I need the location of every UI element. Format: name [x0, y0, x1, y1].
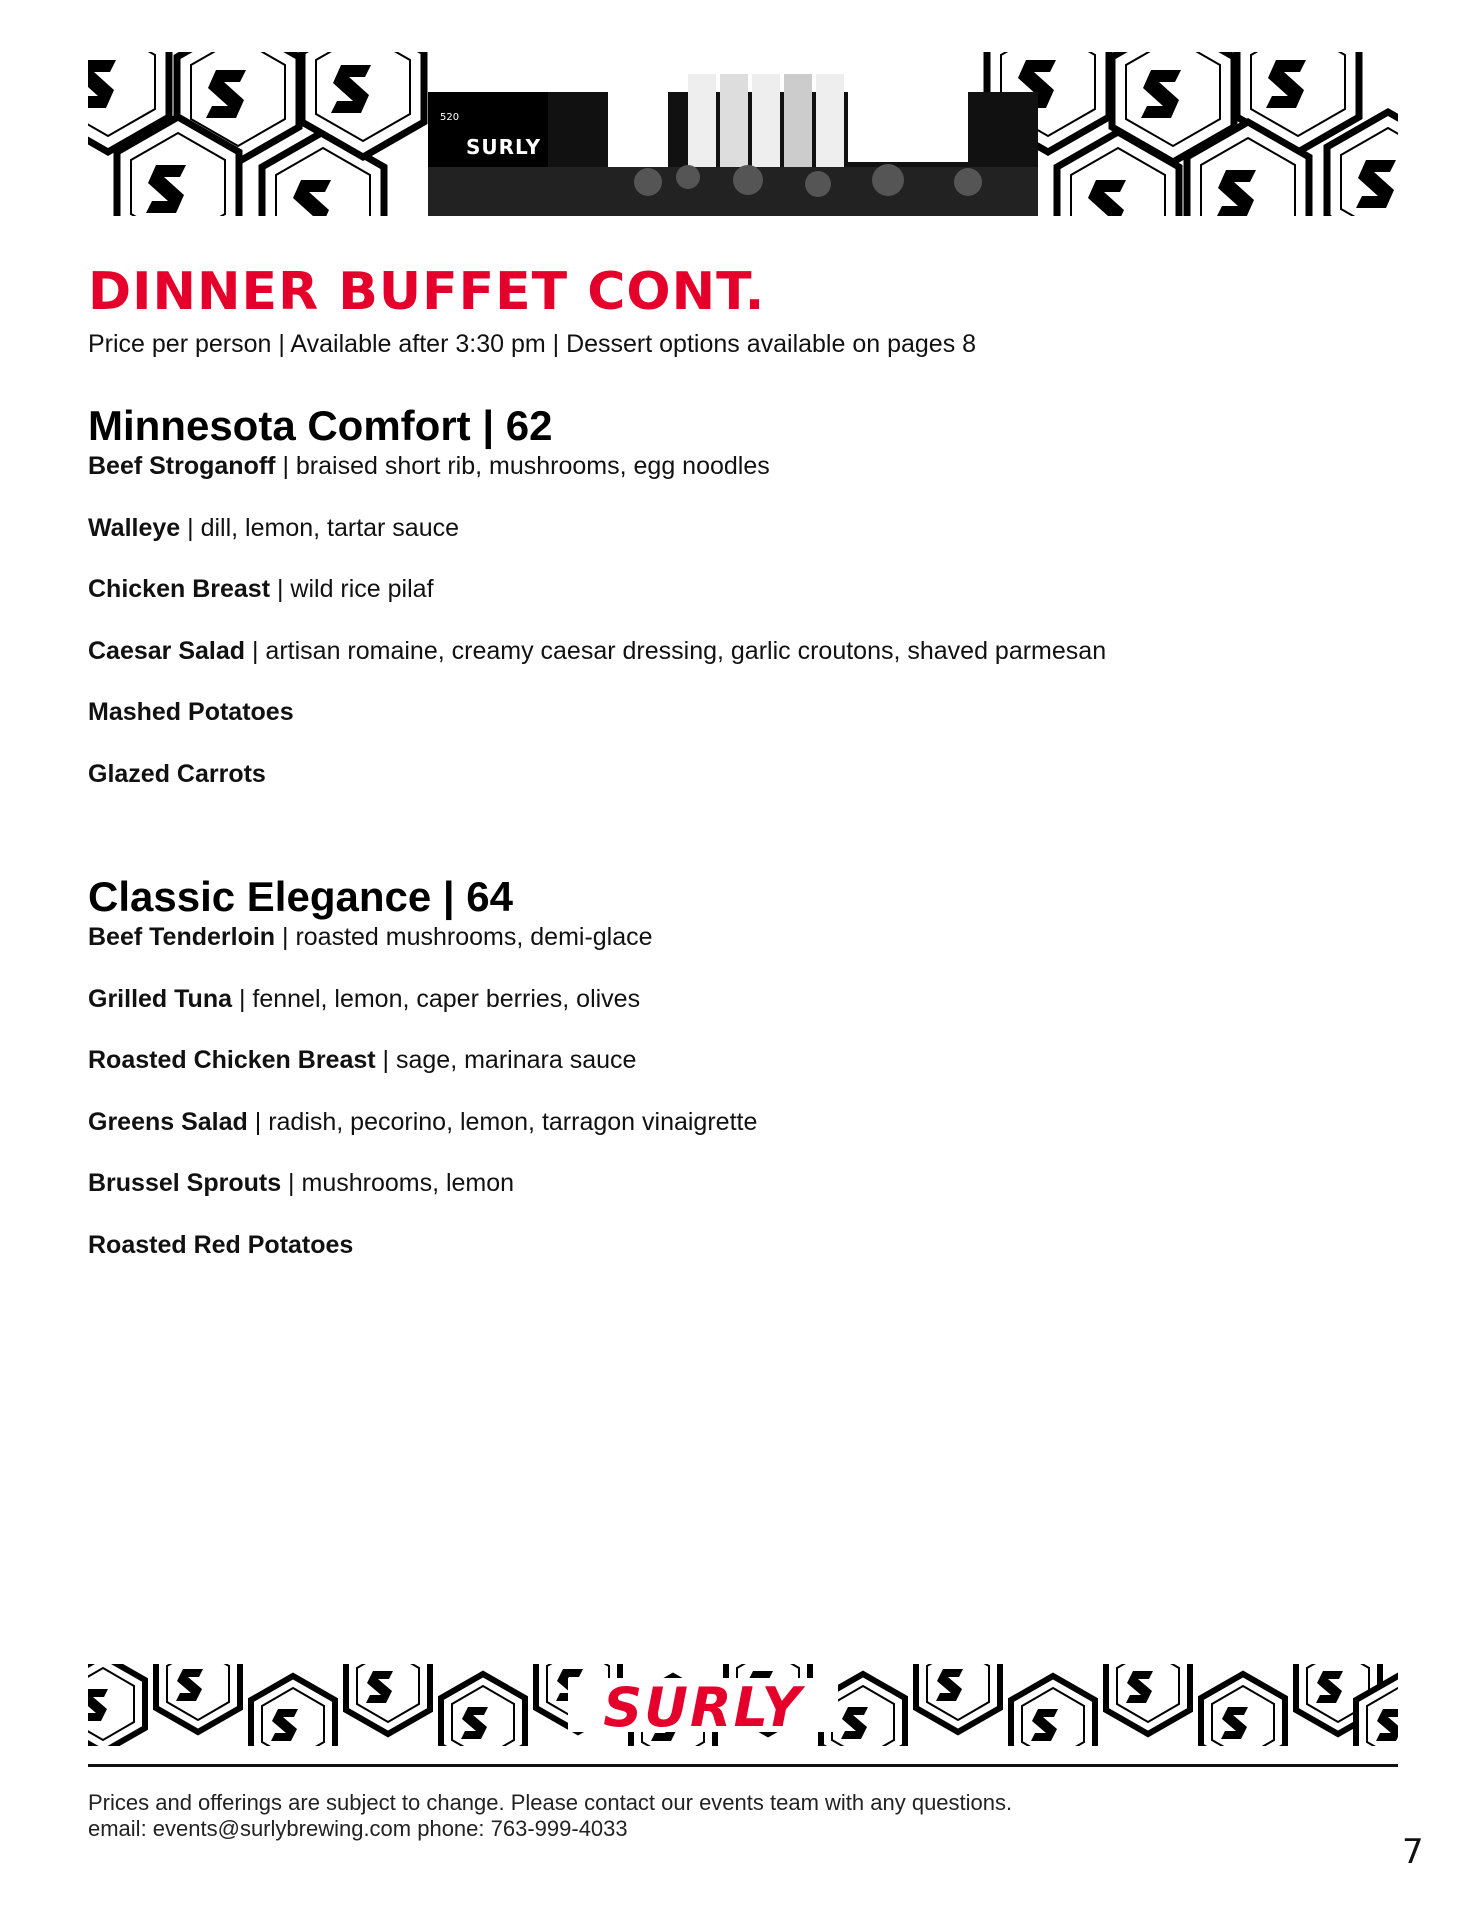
page-subtitle: Price per person | Available after 3:30 pm | Dessert options available on pages 8 [88, 330, 977, 358]
header-banner-art [88, 52, 1398, 216]
menu-item [88, 1045, 757, 1107]
menu-list-classic-elegance [88, 922, 757, 1291]
menu-item-name: Roasted Chicken Breast [88, 1046, 376, 1074]
menu-item [88, 513, 1106, 575]
menu-item-name: Chicken Breast [88, 575, 271, 603]
menu-item-name: Glazed Carrots [88, 759, 266, 788]
footer-banner-art [88, 1664, 1398, 1746]
header-banner-image [88, 52, 1398, 216]
page-number: 7 [1402, 1832, 1424, 1872]
section-title-classic-elegance: Classic Elegance | 64 [88, 873, 514, 920]
menu-item-description: | artisan romaine, creamy caesar dressing, garlic croutons, shaved parmesan [245, 636, 1107, 665]
menu-item [88, 759, 1106, 821]
building-photo [428, 74, 1038, 216]
menu-list-minnesota-comfort [88, 451, 1106, 820]
footer-disclaimer: Prices and offerings are subject to change. Please contact our events team with any questions. [88, 1790, 1013, 1815]
menu-item-name: Brussel Sprouts [88, 1169, 282, 1197]
footer-contact: email: events@surlybrewing.com phone: 763-999-4033 [88, 1816, 628, 1841]
menu-item-name: Roasted Red Potatoes [88, 1230, 354, 1259]
svg-text:SURLY: SURLY [466, 135, 542, 159]
menu-item [88, 1107, 757, 1169]
menu-item [88, 697, 1106, 759]
menu-item-description: | wild rice pilaf [270, 575, 434, 603]
menu-item [88, 636, 1106, 698]
menu-item-name: Greens Salad [88, 1107, 248, 1136]
menu-item [88, 1168, 757, 1230]
menu-item-name: Grilled Tuna [88, 984, 232, 1013]
menu-item-name: Beef Tenderloin [88, 923, 276, 951]
svg-text:SURLY: SURLY [603, 1676, 803, 1739]
menu-item-description: | dill, lemon, tartar sauce [180, 513, 460, 542]
footer-note [88, 1790, 1012, 1842]
menu-item [88, 451, 1106, 513]
footer-divider [88, 1764, 1398, 1767]
menu-item-description: | roasted mushrooms, demi-glace [275, 923, 653, 951]
menu-item-description: | radish, pecorino, lemon, tarragon vinaigrette [247, 1107, 758, 1136]
menu-item-description: | braised short rib, mushrooms, egg noodles [275, 452, 770, 480]
svg-text:520: 520 [440, 112, 460, 123]
menu-item [88, 1230, 757, 1292]
menu-item [88, 922, 757, 984]
surly-logo [568, 1676, 838, 1739]
menu-item [88, 574, 1106, 636]
section-title-minnesota-comfort: Minnesota Comfort | 62 [88, 402, 553, 449]
menu-item-description: | sage, marinara sauce [375, 1046, 637, 1074]
menu-item-name: Caesar Salad [88, 636, 246, 665]
footer-banner-image [88, 1664, 1398, 1746]
menu-item [88, 984, 757, 1046]
page-title: DINNER BUFFET CONT. [88, 262, 766, 322]
menu-item-description: | mushrooms, lemon [281, 1169, 515, 1197]
menu-item-name: Walleye [88, 513, 181, 542]
menu-item-name: Mashed Potatoes [88, 698, 294, 726]
menu-item-name: Beef Stroganoff [88, 452, 276, 480]
menu-item-description: | fennel, lemon, caper berries, olives [232, 984, 641, 1013]
